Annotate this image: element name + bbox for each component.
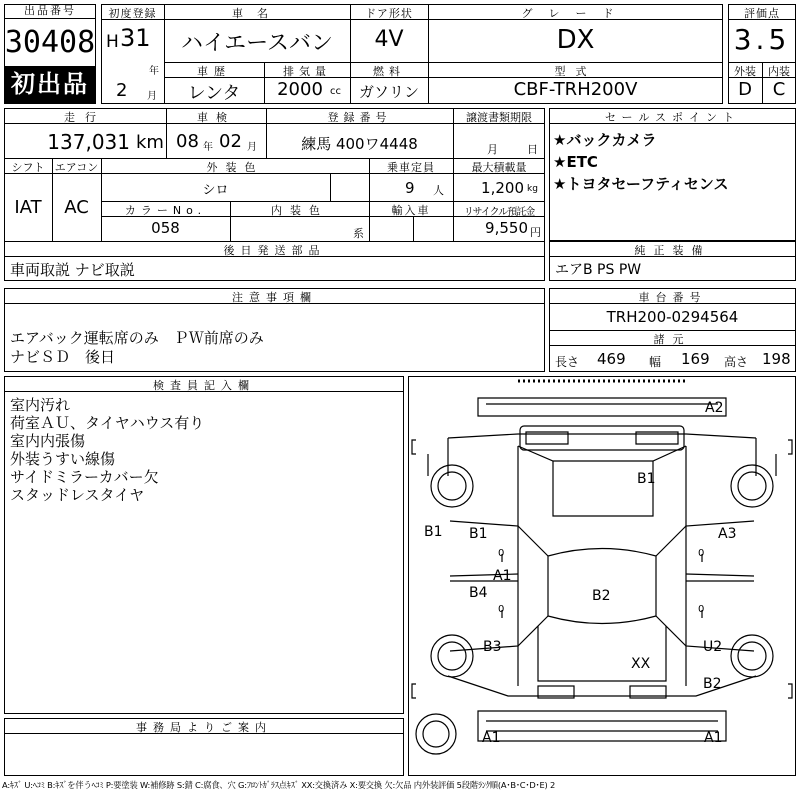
inspector-line-2: 荷室ＡＵ、タイヤハウス有り (10, 414, 205, 432)
car-outline-svg (408, 376, 796, 776)
reg-label: 登録番号 (327, 111, 392, 124)
mark-a2-front: A2 (705, 400, 724, 416)
transfer-day: 日 (527, 143, 538, 156)
fuel: ガソリン (358, 83, 419, 101)
zero-mark-1: 0 (498, 548, 505, 559)
chassis-number: TRH200-0294564 (606, 308, 739, 326)
transfer-label: 譲渡書類期限 (466, 111, 532, 124)
recycle-deposit: 9,550 (485, 219, 528, 237)
inspection-month-unit: 月 (247, 142, 257, 153)
model-code: CBF-TRH200V (513, 79, 638, 100)
notes-label: 注意事項欄 (232, 291, 317, 304)
length-label: 長さ (555, 355, 580, 369)
dims-label: 諸元 (653, 333, 692, 346)
era: H (106, 32, 119, 52)
shift: IAT (14, 197, 42, 218)
mark-b4-left-rear: B4 (469, 585, 488, 601)
inspector-line-1: 室内汚れ (10, 396, 71, 414)
max-load: 1,200 (481, 179, 524, 197)
sales-point-1: ★バックカメラ (553, 131, 657, 149)
zero-mark-3: 0 (498, 604, 505, 615)
length: 469 (597, 350, 626, 368)
year-unit: 年 (149, 66, 159, 77)
mark-b1-left-door: B1 (469, 526, 488, 542)
history-label: 車歴 (197, 65, 231, 78)
zero-mark-4: 0 (698, 604, 705, 615)
int-color-unit: 系 (353, 227, 364, 240)
exterior-label: 外装 (734, 65, 756, 78)
inspector-line-6: スタッドレスタイヤ (10, 486, 145, 504)
shift-label: シフト (11, 161, 45, 174)
mark-b1-hood: B1 (637, 471, 656, 487)
inspector-line-4: 外装うすい線傷 (10, 450, 116, 468)
width: 169 (681, 350, 710, 368)
height-label: 高さ (724, 355, 749, 369)
later-parts: 車両取説 ナビ取説 (10, 261, 135, 279)
width-label: 幅 (649, 355, 662, 369)
int-color-label: 内装色 (271, 204, 328, 217)
mileage-unit: km (136, 132, 164, 153)
mark-a1-rear-right: A1 (704, 730, 723, 746)
sales-point-2: ★ETC (553, 153, 598, 171)
car-name: ハイエースバン (180, 31, 334, 56)
score-label: 評価点 (744, 7, 780, 20)
height: 198 (762, 350, 791, 368)
lot-number: 30408 (4, 25, 96, 60)
chassis-label: 車台番号 (638, 291, 707, 304)
cc-unit: cc (330, 86, 341, 97)
vehicle-history: レンタ (187, 83, 241, 104)
later-parts-label: 後日発送部品 (223, 244, 326, 257)
ext-color-label: 外装色 (206, 161, 264, 174)
displacement-label: 排気量 (283, 65, 331, 78)
month-unit: 月 (147, 91, 157, 102)
mark-b3-left-quarter: B3 (483, 639, 502, 655)
inspection-label: 車検 (197, 111, 235, 124)
mileage-label: 走行 (64, 111, 106, 124)
inspector-line-3: 室内内張傷 (10, 432, 86, 450)
recycle-label: リサイクル預託金 (463, 207, 535, 218)
first-reg-label: 初度登録 (108, 7, 157, 20)
color-no: 058 (151, 219, 180, 237)
legend: A:ｷｽﾞ U:ﾍｺﾐ B:ｷｽﾞを伴うﾍｺﾐ P:要塗装 W:補修跡 S:錆 C:腐食、穴 G:ﾌﾛﾝﾄｶﾞﾗｽ点ｷｽﾞ XX:交換済み X:要交換 欠:欠品 内外装評価 5段階ﾗﾝｸ順(A･B･C･D･E) 2 (2, 780, 556, 790)
note-line-1: エアバック運転席のみ ＰＷ前席のみ (10, 329, 264, 347)
mark-u2-right-quarter: U2 (703, 639, 723, 655)
mark-b1-left-side: B1 (424, 524, 443, 540)
first-reg-month: 2 (116, 80, 128, 101)
max-load-unit: kg (527, 184, 538, 194)
car-name-label: 車名 (232, 7, 282, 20)
recycle-unit: 円 (530, 226, 541, 239)
capacity-label: 乗車定員 (387, 161, 435, 174)
equipment-label: 純正装備 (634, 244, 711, 257)
reg-number: 練馬 400ワ4448 (301, 135, 418, 153)
sales-point-3: ★トヨタセーフティセンス (553, 175, 729, 193)
color-no-label: カラーNo. (124, 204, 207, 217)
model-label: 型式 (554, 65, 597, 78)
inspector-label: 検査員記入欄 (153, 379, 255, 392)
ac: AC (64, 197, 89, 218)
first-reg-year: 31 (120, 24, 151, 52)
capacity: 9 (405, 179, 415, 197)
mileage: 137,031 (47, 130, 130, 154)
mark-a3-right-door: A3 (718, 526, 737, 542)
inspection-month: 02 (219, 131, 242, 152)
interior-grade: C (772, 79, 786, 100)
transfer-month: 月 (487, 143, 498, 156)
mark-b2-right-rear: B2 (703, 676, 722, 692)
equipment: エアB PS PW (555, 262, 642, 278)
inspector-line-5: サイドミラーカバー欠 (10, 468, 159, 486)
import-label: 輸入車 (391, 204, 431, 217)
sales-label: セールスポイント (604, 111, 740, 124)
ext-color: シロ (202, 183, 229, 198)
inspection-year: 08 (176, 131, 199, 152)
door-type: 4V (374, 27, 404, 52)
score: 3.5 (733, 23, 791, 56)
door-label: ドア形状 (365, 7, 413, 20)
capacity-unit: 人 (433, 184, 444, 197)
max-load-label: 最大積載量 (471, 161, 527, 174)
mark-a1-rear-left: A1 (482, 730, 501, 746)
ac-label: エアコン (54, 161, 99, 174)
first-listing-badge: 初出品 (5, 66, 95, 103)
note-line-2: ナビＳＤ 後日 (10, 348, 116, 366)
exterior-grade: D (738, 79, 752, 100)
mark-b2-roof: B2 (592, 588, 611, 604)
zero-mark-2: 0 (698, 548, 705, 559)
mark-xx-rear: XX (631, 656, 651, 672)
displacement: 2000 (277, 79, 323, 100)
mark-a1-left-step: A1 (493, 568, 512, 584)
lot-label: 出品番号 (4, 4, 96, 19)
grade: DX (556, 25, 595, 55)
interior-label: 内装 (768, 65, 790, 78)
office-label: 事務局よりご案内 (136, 721, 272, 734)
fuel-label: 燃料 (373, 65, 405, 78)
inspection-year-unit: 年 (203, 142, 213, 153)
grade-label: グレード (521, 7, 630, 20)
